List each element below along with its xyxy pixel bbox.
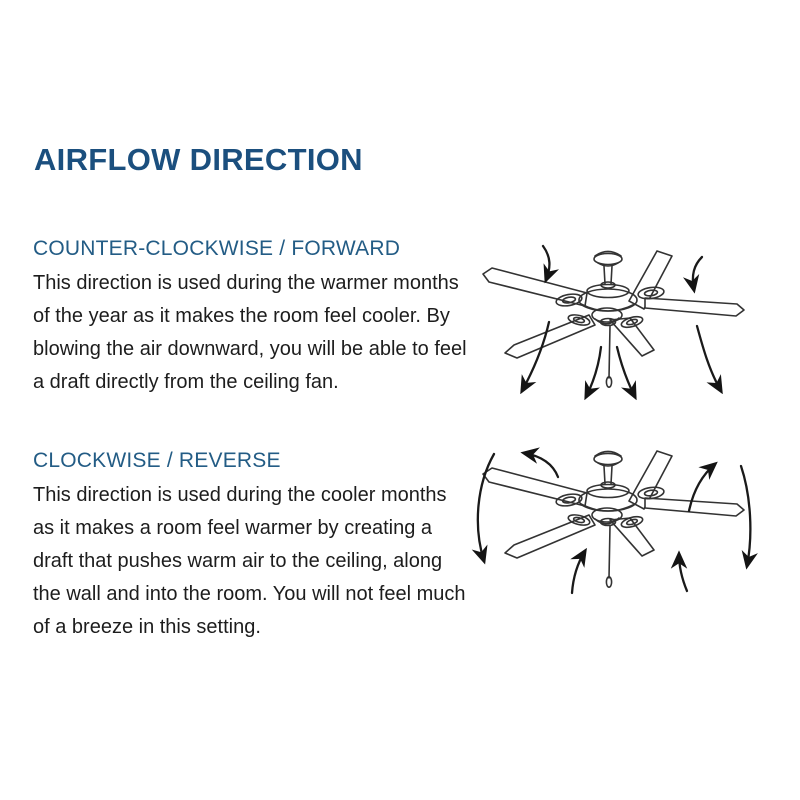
ceiling-fan-airflow-downward-icon xyxy=(448,230,793,432)
section-body-clockwise: This direction is used during the cooler months as it makes a room feel warmer by creating a draft that pushes warm air to the ceiling, along the wall and into the room. You will not feel much of a breeze in this setting. xyxy=(33,484,466,638)
airflow-arrow-up-center-left xyxy=(572,551,585,593)
airflow-arrow-down-center-right xyxy=(617,347,635,397)
ceiling-fan-drawing xyxy=(483,451,744,587)
airflow-arrow-up-center-right xyxy=(679,554,687,591)
ceiling-fan-airflow-upward-icon xyxy=(448,430,793,632)
airflow-arrow-up-top-left xyxy=(524,453,558,477)
airflow-arrow-down-center-left xyxy=(586,347,601,397)
section-heading-clockwise: CLOCKWISE / REVERSE xyxy=(33,449,281,472)
airflow-arrow-down-outer-right xyxy=(741,466,750,566)
page-title: AIRFLOW DIRECTION xyxy=(34,142,363,177)
airflow-arrow-down-top-right xyxy=(693,257,702,290)
section-body-counter-clockwise: This direction is used during the warmer months of the year as it makes the room feel cooler. By blowing the air downward, you will be able to feel a draft directly from the ceiling fan. xyxy=(33,272,467,393)
airflow-arrow-down-top-left xyxy=(543,246,549,280)
section-counter-clockwise-forward xyxy=(33,237,471,399)
airflow-arrow-down-right xyxy=(697,326,721,391)
section-heading-counter-clockwise: COUNTER-CLOCKWISE / FORWARD xyxy=(33,237,401,260)
section-clockwise-reverse xyxy=(33,449,471,644)
ceiling-fan-drawing xyxy=(483,251,744,387)
